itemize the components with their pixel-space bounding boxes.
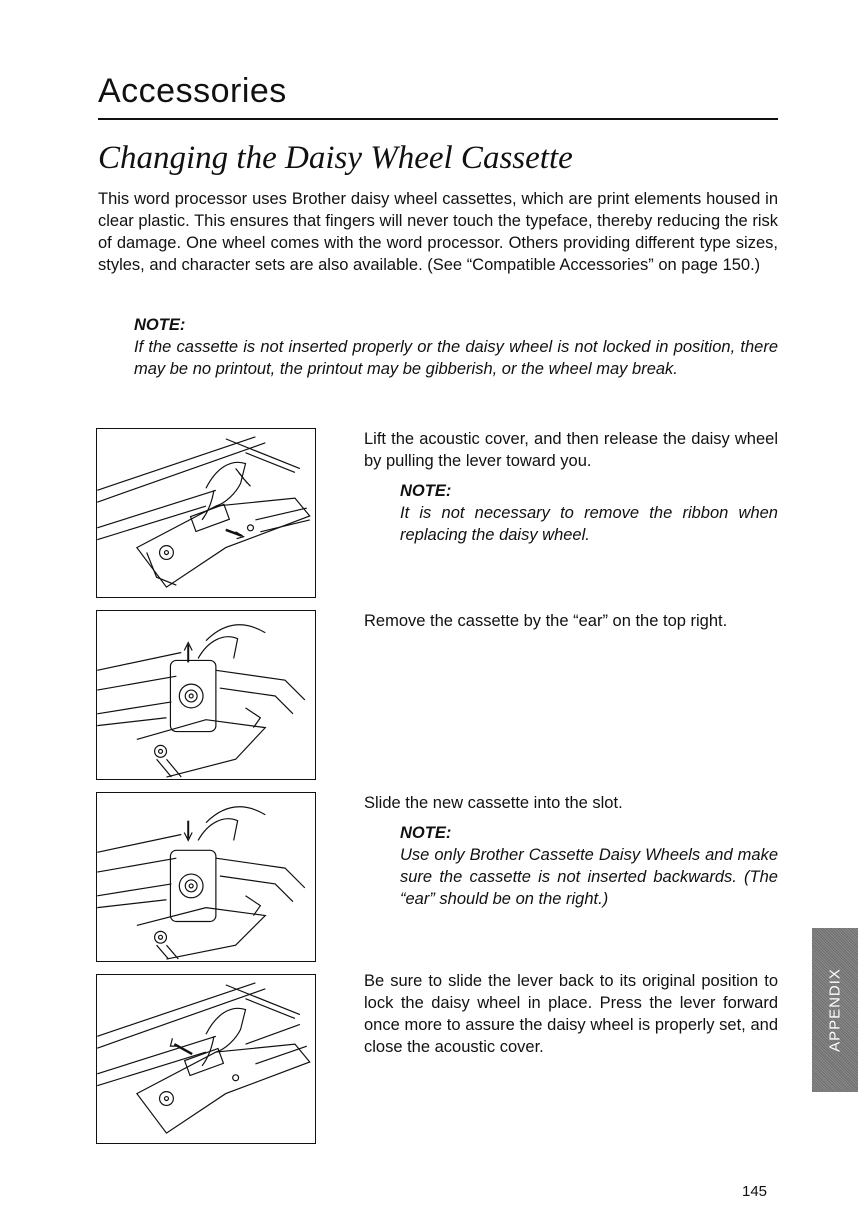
cassette-insertion-illustration <box>97 793 315 961</box>
lever-lock-illustration <box>97 975 315 1143</box>
appendix-tab-label: APPENDIX <box>826 968 844 1052</box>
page-number: 145 <box>742 1183 768 1200</box>
step-1-note <box>400 480 778 546</box>
step-3-note-text: Use only Brother Cassette Daisy Wheels and make sure the cassette is not inserted backwards. (The “ear” should be on the right.) <box>400 846 778 908</box>
step-3-note-label: NOTE: <box>400 824 452 842</box>
step-2-text: Remove the cassette by the “ear” on the top right. <box>364 612 728 630</box>
step-4-illustration <box>96 974 316 1144</box>
appendix-tab <box>812 928 858 1092</box>
step-1-illustration <box>96 428 316 598</box>
step-3-illustration <box>96 792 316 962</box>
intro-note-text: If the cassette is not inserted properly or the daisy wheel is not locked in position, there may be no printout, the printout may be gibberish, or the wheel may break. <box>134 338 778 378</box>
cassette-removal-illustration <box>97 611 315 779</box>
intro-note <box>134 314 778 380</box>
step-1-note-text: It is not necessary to remove the ribbon when replacing the daisy wheel. <box>400 504 778 544</box>
intro-paragraph: This word processor uses Brother daisy wheel cassettes, which are print elements housed in clear plastic. This ensures that fingers will never touch the typeface, thereby reducing the risk of damage. One wheel comes with the word processor. Others providing different type sizes, styles, and character sets are also available. (See “Compatible Accessories” on page 150.) <box>98 190 778 274</box>
step-3-note <box>400 822 778 910</box>
intro-note-label: NOTE: <box>134 316 186 334</box>
section-title: Accessories <box>98 72 287 110</box>
step-2-illustration <box>96 610 316 780</box>
step-4-text: Be sure to slide the lever back to its original position to lock the daisy wheel in place. Press the lever forward once more to assure the daisy wheel is properly set, and close the acoustic cover. <box>364 972 778 1056</box>
page-subtitle: Changing the Daisy Wheel Cassette <box>98 140 573 176</box>
lever-release-illustration <box>97 429 315 597</box>
step-3-text: Slide the new cassette into the slot. <box>364 794 623 812</box>
step-1-note-label: NOTE: <box>400 482 452 500</box>
title-rule <box>98 118 778 120</box>
step-1-text: Lift the acoustic cover, and then release the daisy wheel by pulling the lever toward you. <box>364 430 778 470</box>
